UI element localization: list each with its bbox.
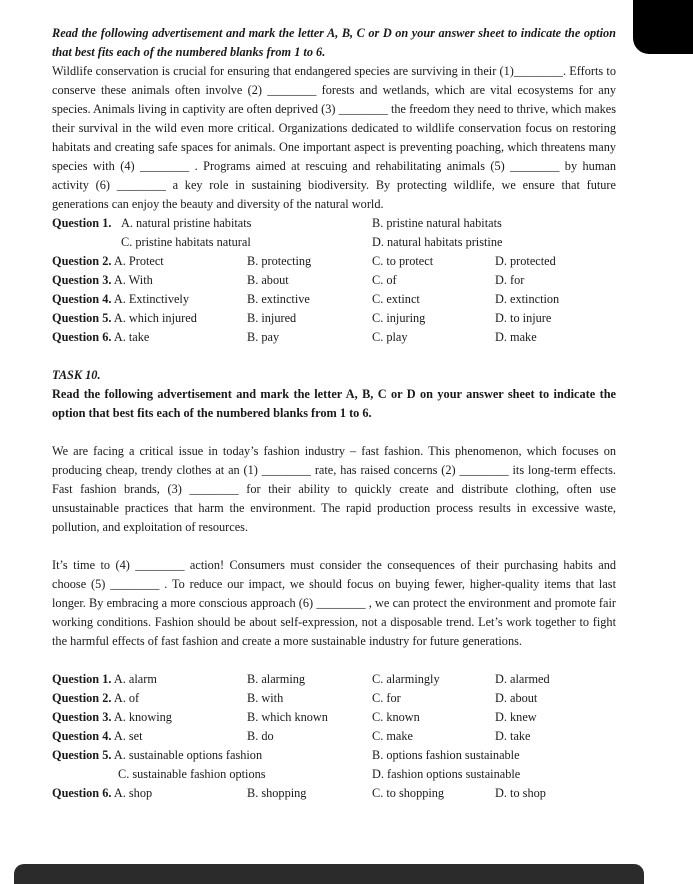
task1-question-2 bbox=[52, 252, 616, 271]
option-a: A. set bbox=[113, 729, 143, 743]
task2-question-4 bbox=[52, 727, 616, 746]
option-b: B. protecting bbox=[247, 254, 312, 268]
option-c: C. to protect bbox=[372, 254, 434, 268]
option-a: A. With bbox=[113, 273, 153, 287]
task2-questions bbox=[52, 670, 616, 803]
option-d: D. for bbox=[495, 273, 525, 287]
task1-question-4 bbox=[52, 290, 616, 309]
question-label: Question 2. bbox=[52, 254, 112, 268]
task1-question-5 bbox=[52, 309, 616, 328]
option-d: D. take bbox=[495, 729, 531, 743]
option-a: A. of bbox=[113, 691, 140, 705]
task2-question-1 bbox=[52, 670, 616, 689]
task2-question-5 bbox=[52, 746, 616, 765]
option-d: D. extinction bbox=[495, 292, 560, 306]
question-label: Question 3. bbox=[52, 710, 112, 724]
option-b: B. alarming bbox=[247, 672, 306, 686]
bottom-scroll-bar[interactable] bbox=[14, 864, 644, 884]
option-d: D. alarmed bbox=[495, 672, 550, 686]
worksheet-page bbox=[52, 24, 616, 803]
task2-passage-2: It’s time to (4) ________ action! Consumers must consider the consequences of their purchasing habits and choose (5) ________ . To reduce our impact, we should focus on buying fewer, higher-quality items that last longer. By embracing a more conscious approach (6) ________ , we can protect the environment and promote fair working conditions. Fashion should be about self-expression, not a disposable trend. Let’s work together to fight the harmful effects of fast fashion and create a more sustainable industry for future generations. bbox=[52, 558, 616, 648]
task1-question-3 bbox=[52, 271, 616, 290]
option-a: A. Extinctively bbox=[113, 292, 189, 306]
option-c: C. make bbox=[372, 729, 413, 743]
question-label: Question 4. bbox=[52, 292, 112, 306]
option-c: C. sustainable fashion options bbox=[118, 767, 266, 781]
option-b: B. about bbox=[247, 273, 289, 287]
option-a: A. which injured bbox=[113, 311, 197, 325]
option-b: B. with bbox=[247, 691, 284, 705]
option-c: C. pristine habitats natural bbox=[121, 235, 251, 249]
option-b: B. do bbox=[247, 729, 274, 743]
option-d: D. about bbox=[495, 691, 538, 705]
option-a: A. natural pristine habitats bbox=[121, 216, 252, 230]
option-c: C. known bbox=[372, 710, 420, 724]
option-b: B. options fashion sustainable bbox=[372, 748, 520, 762]
question-label: Question 6. bbox=[52, 786, 112, 800]
task2-instruction: Read the following advertisement and mark the letter A, B, C or D on your answer sheet to indicate the option that best fits each of the numbered blanks from 1 to 6. bbox=[52, 387, 616, 420]
task1-instruction: Read the following advertisement and mark the letter A, B, C or D on your answer sheet to indicate the option that best fits each of the numbered blanks from 1 to 6. bbox=[52, 26, 616, 59]
question-label: Question 1. bbox=[52, 672, 112, 686]
task1-questions bbox=[52, 214, 616, 347]
question-label: Question 3. bbox=[52, 273, 112, 287]
task2-question-5-row2 bbox=[52, 765, 616, 784]
option-d: D. to injure bbox=[495, 311, 552, 325]
task1-question-1-row2 bbox=[52, 233, 616, 252]
task2-question-2 bbox=[52, 689, 616, 708]
option-c: C. alarmingly bbox=[372, 672, 440, 686]
question-label: Question 5. bbox=[52, 748, 112, 762]
option-b: B. injured bbox=[247, 311, 297, 325]
task2-passage-1: We are facing a critical issue in today’s fashion industry – fast fashion. This phenomenon, which focuses on producing cheap, trendy clothes at an (1) ________ rate, has raised concerns (2) ________ its long-term effects. Fast fashion brands, (3) ________ for their ability to quickly create and distribute clothing, often use unsustainable practices that harm the environment. The rapid production process results in excessive waste, pollution, and exploitation of resources. bbox=[52, 444, 616, 534]
option-a: A. alarm bbox=[113, 672, 157, 686]
option-d: D. make bbox=[495, 330, 537, 344]
option-d: D. to shop bbox=[495, 786, 546, 800]
option-c: C. injuring bbox=[372, 311, 426, 325]
option-a: A. take bbox=[113, 330, 150, 344]
task1-question-1 bbox=[52, 214, 616, 233]
question-label: Question 4. bbox=[52, 729, 112, 743]
option-d: D. natural habitats pristine bbox=[372, 235, 503, 249]
question-label: Question 6. bbox=[52, 330, 112, 344]
option-d: D. knew bbox=[495, 710, 537, 724]
question-label: Question 2. bbox=[52, 691, 112, 705]
option-b: B. which known bbox=[247, 710, 328, 724]
task2-heading: TASK 10. bbox=[52, 368, 101, 382]
option-a: A. knowing bbox=[113, 710, 172, 724]
task1-passage: Wildlife conservation is crucial for ensuring that endangered species are surviving in their (1)________. Efforts to conserve these animals often involve (2) ________ forests and wetlands, which are vital ecosystems for any species. Animals living in captivity are often deprived (3) ________ the freedom they need to thrive, which makes their survival in the wild even more critical. Organizations dedicated to wildlife conservation focus on restoring habitats and creating safe spaces for animals. One important aspect is preventing poaching, which threatens many species with (4) ________ . Programs aimed at rescuing and rehabilitating animals (5) ________ by human activity (6) ________ a key role in sustaining biodiversity. By protecting wildlife, we ensure that future generations can enjoy the beauty and diversity of the natural world. bbox=[52, 64, 616, 211]
question-label: Question 1. bbox=[52, 216, 112, 230]
option-c: C. extinct bbox=[372, 292, 420, 306]
option-a: A. Protect bbox=[113, 254, 164, 268]
option-c: C. to shopping bbox=[372, 786, 445, 800]
option-c: C. for bbox=[372, 691, 401, 705]
option-a: A. shop bbox=[113, 786, 153, 800]
option-b: B. pristine natural habitats bbox=[372, 216, 502, 230]
task2-question-3 bbox=[52, 708, 616, 727]
option-c: C. of bbox=[372, 273, 397, 287]
option-a: A. sustainable options fashion bbox=[113, 748, 263, 762]
question-label: Question 5. bbox=[52, 311, 112, 325]
option-c: C. play bbox=[372, 330, 408, 344]
option-b: B. shopping bbox=[247, 786, 307, 800]
option-d: D. fashion options sustainable bbox=[372, 767, 521, 781]
option-d: D. protected bbox=[495, 254, 556, 268]
task2-question-6 bbox=[52, 784, 616, 803]
task1-question-6 bbox=[52, 328, 616, 347]
corner-overlay bbox=[633, 0, 693, 54]
option-b: B. pay bbox=[247, 330, 280, 344]
option-b: B. extinctive bbox=[247, 292, 310, 306]
